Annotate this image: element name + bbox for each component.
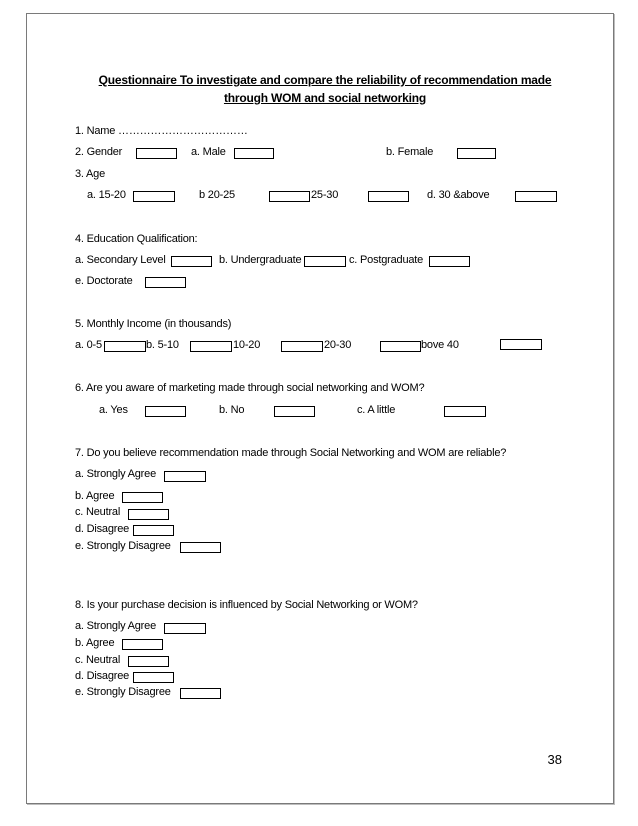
q4-doctorate-label: e. Doctorate — [75, 275, 133, 287]
q8-strongly-disagree-label: e. Strongly Disagree — [75, 686, 171, 698]
q8-strongly-agree-checkbox[interactable] — [164, 623, 206, 634]
q7-strongly-agree-label: a. Strongly Agree — [75, 468, 156, 480]
q5-income-above-40-checkbox[interactable] — [500, 339, 542, 350]
q3-age-20-25-checkbox[interactable] — [269, 191, 310, 202]
q7-disagree-checkbox[interactable] — [133, 525, 174, 536]
q6-no-checkbox[interactable] — [274, 406, 315, 417]
q4-postgraduate-label: c. Postgraduate — [349, 254, 424, 266]
q4-undergraduate-checkbox[interactable] — [304, 256, 346, 267]
q6-awareness-label: 6. Are you aware of marketing made through social networking and WOM? — [75, 382, 425, 394]
q8-neutral-checkbox[interactable] — [128, 656, 169, 667]
q7-strongly-disagree-label: e. Strongly Disagree — [75, 540, 171, 552]
q4-doctorate-checkbox[interactable] — [145, 277, 186, 288]
q4-secondary-checkbox[interactable] — [171, 256, 212, 267]
q8-disagree-label: d. Disagree — [75, 670, 130, 682]
q3-age-15-20-checkbox[interactable] — [133, 191, 175, 202]
q8-strongly-disagree-checkbox[interactable] — [180, 688, 221, 699]
q4-secondary-label: a. Secondary Level — [75, 254, 166, 266]
q3-age-label: 3. Age — [75, 168, 105, 180]
q5-income-label: 5. Monthly Income (in thousands) — [75, 318, 232, 330]
q2-female-checkbox[interactable] — [457, 148, 496, 159]
q2-male-label: a. Male — [191, 146, 226, 158]
q2-male-checkbox[interactable] — [234, 148, 274, 159]
q1-name-label: 1. Name ……………………………… — [75, 125, 248, 137]
q3-age-30-above-label: d. 30 &above — [427, 189, 490, 201]
q7-strongly-agree-checkbox[interactable] — [164, 471, 206, 482]
q7-neutral-label: c. Neutral — [75, 506, 121, 518]
q7-agree-label: b. Agree — [75, 490, 115, 502]
q6-a-little-label: c. A little — [357, 404, 396, 416]
title-line-1: Questionnaire To investigate and compare the reliability of recommendation made — [98, 73, 552, 87]
q8-neutral-label: c. Neutral — [75, 654, 121, 666]
q5-income-5-10-checkbox[interactable] — [190, 341, 232, 352]
page-number: 38 — [547, 752, 562, 767]
q7-agree-checkbox[interactable] — [122, 492, 163, 503]
q4-education-label: 4. Education Qualification: — [75, 233, 198, 245]
q6-yes-checkbox[interactable] — [145, 406, 186, 417]
q2-gender-label: 2. Gender — [75, 146, 123, 158]
q2-female-label: b. Female — [386, 146, 434, 158]
q5-income-above-40-label: bove 40 — [421, 339, 459, 351]
q5-income-0-5-label: a. 0-5 — [75, 339, 102, 351]
q5-income-20-30-checkbox[interactable] — [380, 341, 421, 352]
q5-income-0-5-checkbox[interactable] — [104, 341, 146, 352]
q3-age-30-above-checkbox[interactable] — [515, 191, 557, 202]
q8-agree-label: b. Agree — [75, 637, 115, 649]
q2-gender-checkbox[interactable] — [136, 148, 177, 159]
q5-income-10-20-label: 10-20 — [233, 339, 261, 351]
q8-agree-checkbox[interactable] — [122, 639, 163, 650]
q5-income-10-20-checkbox[interactable] — [281, 341, 323, 352]
q6-a-little-checkbox[interactable] — [444, 406, 486, 417]
q3-age-25-30-checkbox[interactable] — [368, 191, 409, 202]
q3-age-15-20-label: a. 15-20 — [87, 189, 126, 201]
q7-neutral-checkbox[interactable] — [128, 509, 169, 520]
q7-disagree-label: d. Disagree — [75, 523, 130, 535]
q3-age-25-30-label: 25-30 — [311, 189, 339, 201]
q3-age-20-25-label: b 20-25 — [199, 189, 235, 201]
q8-strongly-agree-label: a. Strongly Agree — [75, 620, 156, 632]
q4-postgraduate-checkbox[interactable] — [429, 256, 470, 267]
q5-income-5-10-label: b. 5-10 — [146, 339, 179, 351]
q4-undergraduate-label: b. Undergraduate — [219, 254, 302, 266]
q8-disagree-checkbox[interactable] — [133, 672, 174, 683]
q7-reliability-label: 7. Do you believe recommendation made through Social Networking and WOM are reliable? — [75, 447, 507, 459]
q6-no-label: b. No — [219, 404, 245, 416]
q7-strongly-disagree-checkbox[interactable] — [180, 542, 221, 553]
title-line-2: through WOM and social networking — [223, 91, 427, 105]
q6-yes-label: a. Yes — [99, 404, 128, 416]
q8-purchase-label: 8. Is your purchase decision is influenced by Social Networking or WOM? — [75, 599, 418, 611]
q5-income-20-30-label: 20-30 — [324, 339, 352, 351]
